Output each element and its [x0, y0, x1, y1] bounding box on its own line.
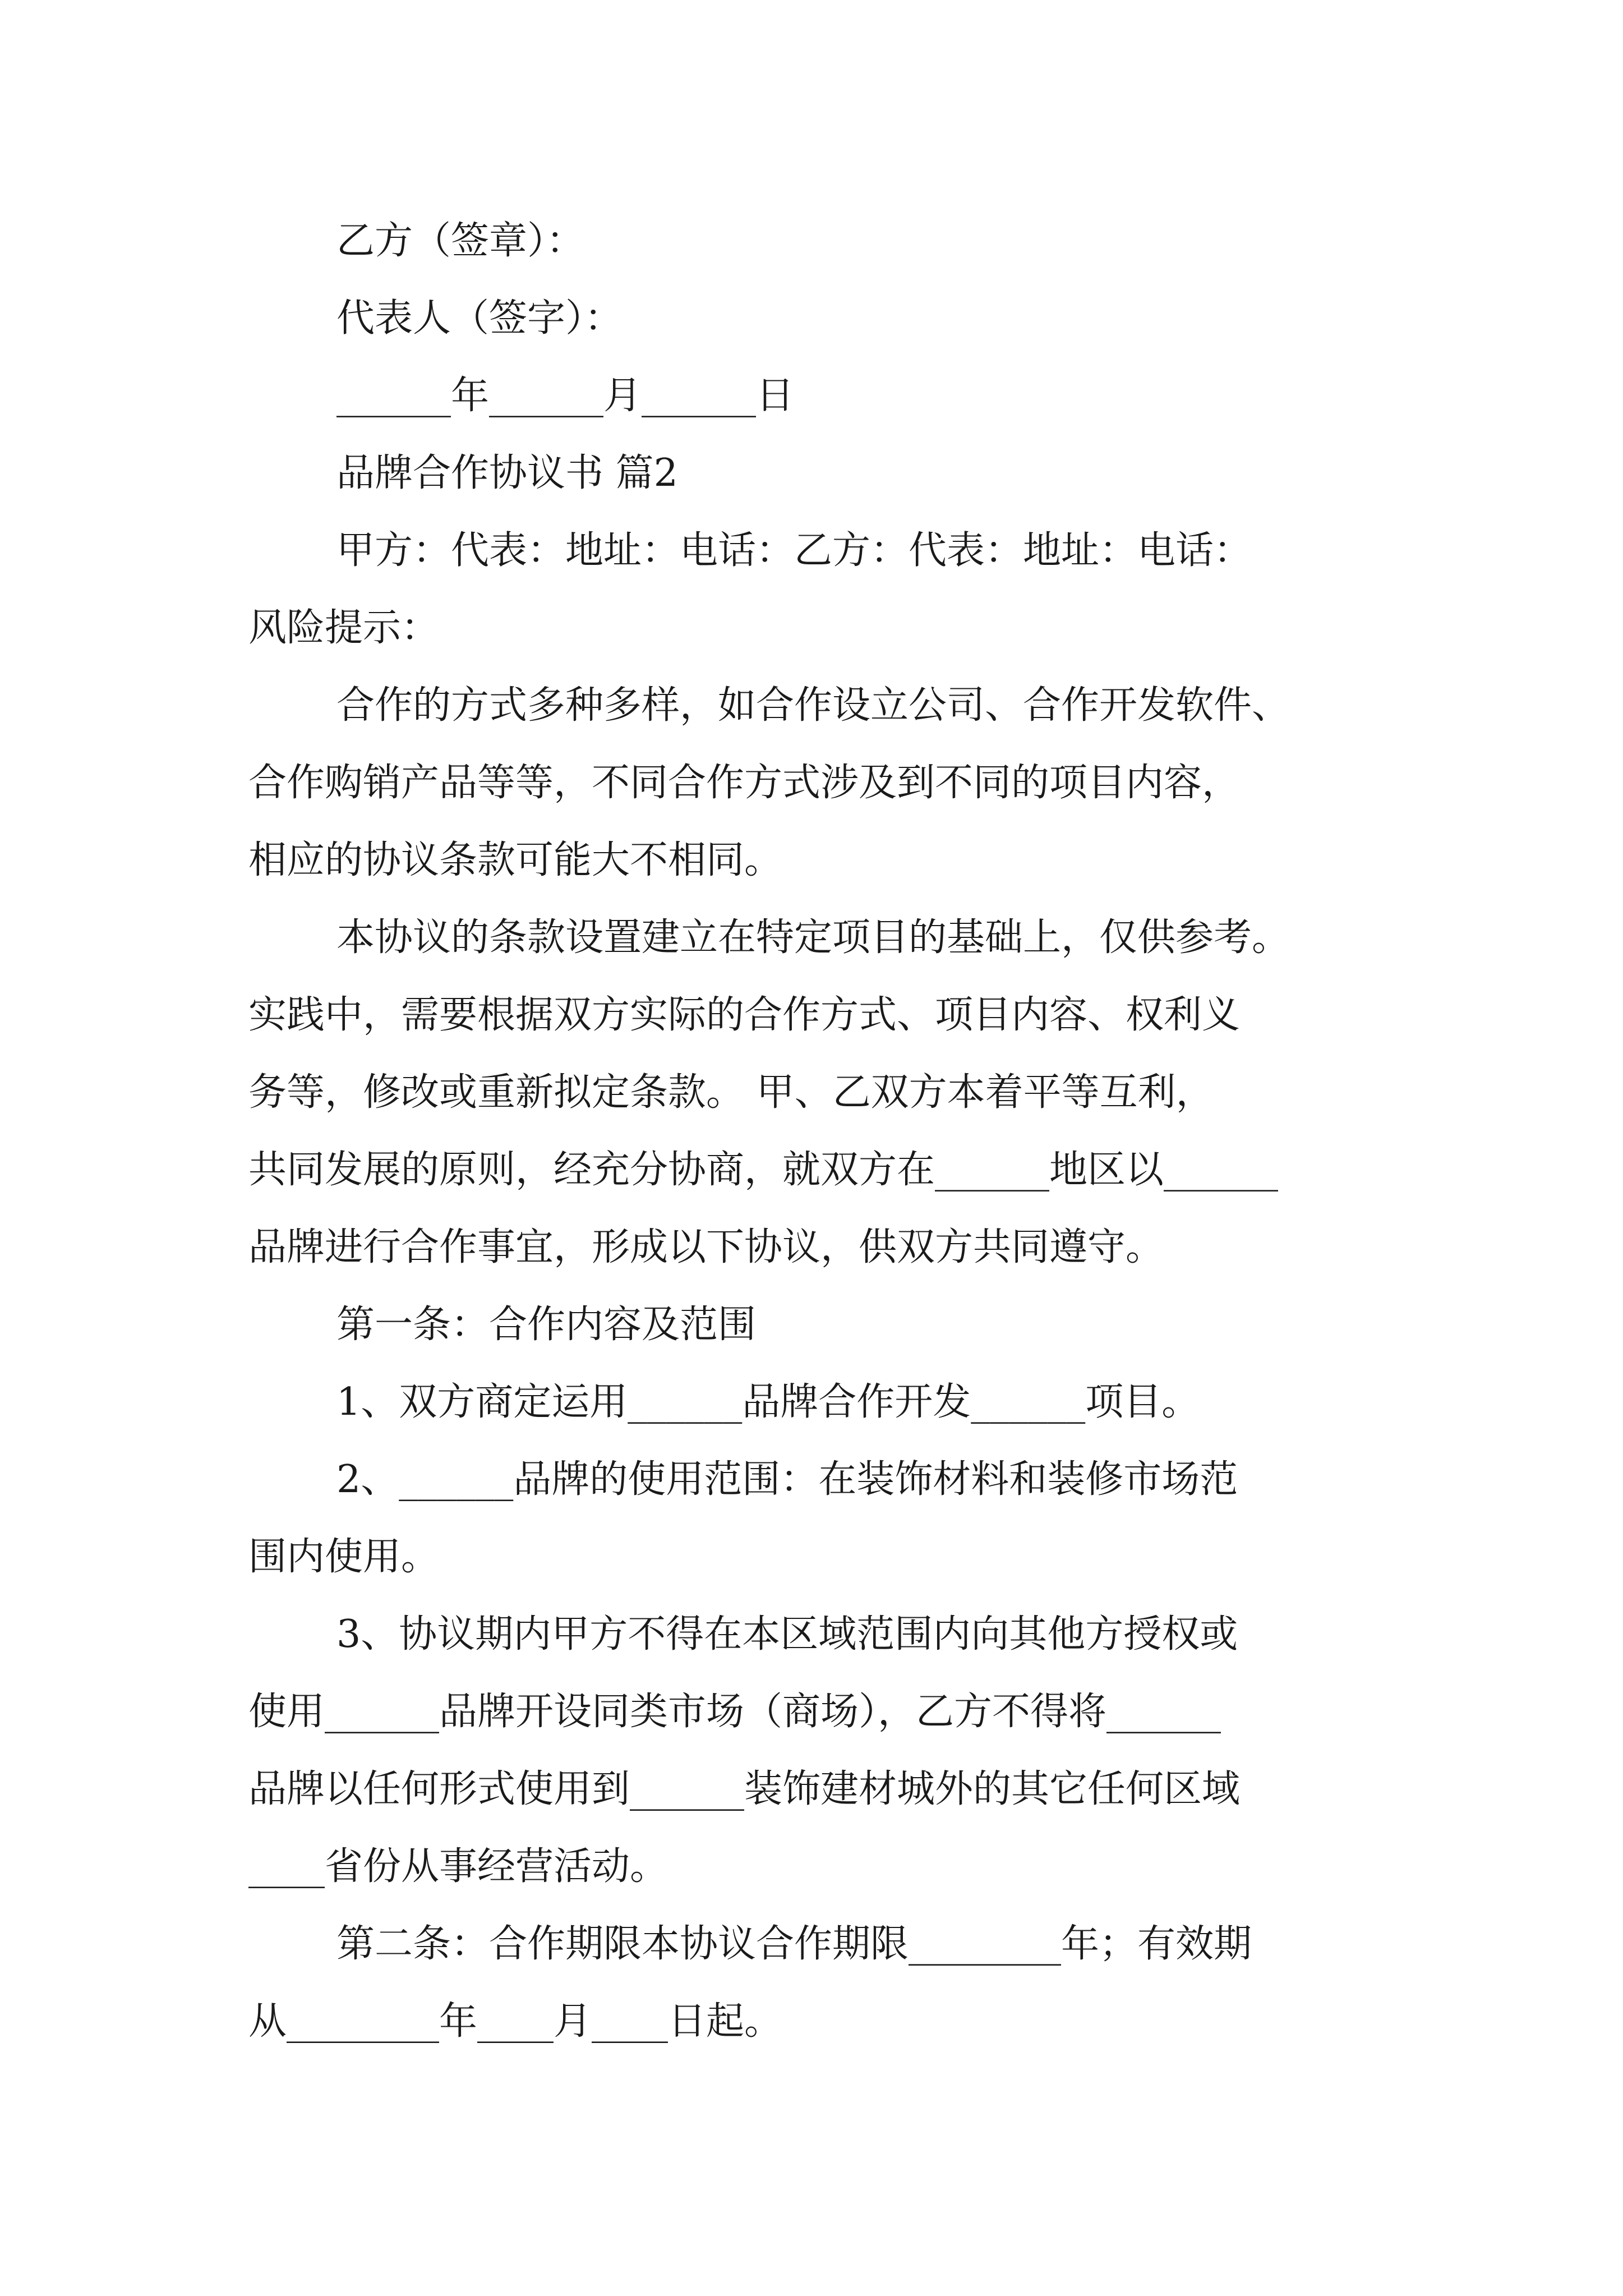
clause-line: 1、双方商定运用______品牌合作开发______项目。	[336, 1380, 1200, 1424]
parties-info-line: 甲方：代表：地址：电话：乙方：代表：地址：电话：	[336, 528, 1252, 573]
article-2-line: 从________年____月____日起。	[248, 1999, 783, 2044]
paragraph-line: 合作的方式多种多样，如合作设立公司、合作开发软件、	[336, 683, 1290, 728]
section-heading: 品牌合作协议书 篇2	[336, 451, 678, 495]
paragraph-line: 实践中，需要根据双方实际的合作方式、项目内容、权利义	[248, 993, 1241, 1037]
clause-line: 围内使用。	[248, 1535, 440, 1579]
clause-line: ____省份从事经营活动。	[248, 1844, 668, 1889]
paragraph-line: 相应的协议条款可能大不相同。	[248, 838, 783, 882]
paragraph-line: 共同发展的原则，经充分协商，就双方在______地区以______	[248, 1148, 1279, 1192]
article-2-line: 第二条：合作期限本协议合作期限________年；有效期	[336, 1922, 1252, 1966]
clause-line: 2、______品牌的使用范围：在装饰材料和装修市场范	[336, 1457, 1238, 1502]
clause-line: 使用______品牌开设同类市场（商场），乙方不得将______	[248, 1690, 1221, 1734]
clause-line: 3、协议期内甲方不得在本区域范围内向其他方授权或	[336, 1612, 1238, 1657]
paragraph-line: 务等，修改或重新拟定条款。 甲、乙双方本着平等互利，	[248, 1070, 1214, 1115]
risk-notice-label: 风险提示：	[248, 606, 440, 650]
representative-sign-line: 代表人（签字）：	[336, 296, 623, 341]
paragraph-line: 本协议的条款设置建立在特定项目的基础上，仅供参考。	[336, 915, 1290, 960]
party-b-seal-line: 乙方（签章）：	[336, 219, 585, 263]
clause-line: 品牌以任何形式使用到______装饰建材城外的其它任何区域	[248, 1767, 1241, 1811]
date-line: ______年______月______日	[336, 374, 795, 418]
paragraph-line: 合作购销产品等等，不同合作方式涉及到不同的项目内容，	[248, 761, 1241, 805]
article-1-heading: 第一条：合作内容及范围	[336, 1303, 757, 1347]
paragraph-line: 品牌进行合作事宜，形成以下协议，供双方共同遵守。	[248, 1225, 1164, 1269]
